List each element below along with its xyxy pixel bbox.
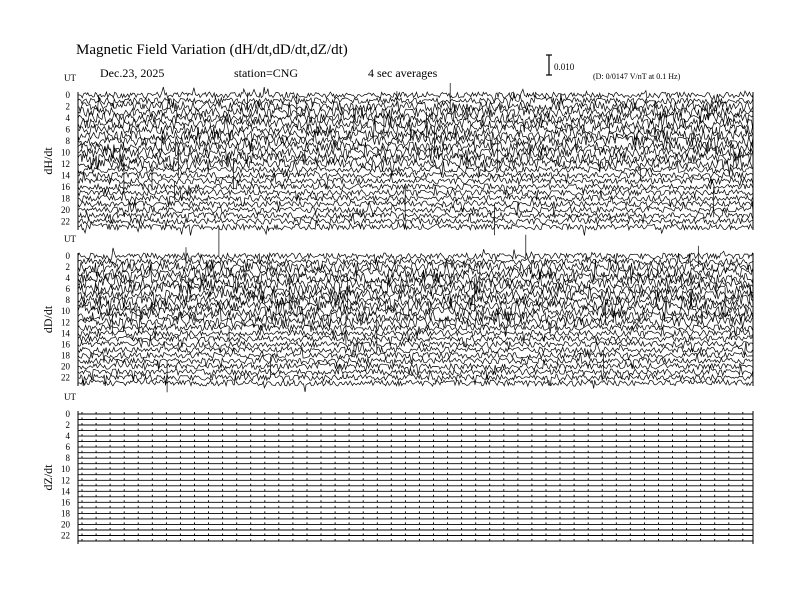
hour-tick-label: 10 xyxy=(61,464,70,475)
hour-tick-label: 16 xyxy=(61,181,70,192)
panel-dhdt xyxy=(41,73,753,236)
hour-tick-label: 16 xyxy=(61,339,70,350)
hour-tick-label: 20 xyxy=(61,361,70,372)
hour-tick-label: 12 xyxy=(61,317,70,328)
trace-line xyxy=(78,209,753,223)
axis-label: dD/dt xyxy=(41,305,55,334)
scale-note: (D: 0/0147 V/nT at 0.1 Hz) xyxy=(593,72,681,81)
trace-line xyxy=(78,467,753,469)
trace-line xyxy=(78,179,753,218)
scale-value: 0.010 xyxy=(554,62,575,72)
trace-line xyxy=(78,500,753,502)
hour-tick-label: 16 xyxy=(61,497,70,508)
trace-line xyxy=(78,495,753,497)
trace-line xyxy=(78,220,753,236)
station-label: station=CNG xyxy=(234,66,299,80)
trace-line xyxy=(78,534,753,536)
trace-line xyxy=(78,528,753,530)
date-label: Dec.23, 2025 xyxy=(100,66,165,80)
panel-dzdt xyxy=(41,392,753,544)
axis-label: dZ/dt xyxy=(41,464,55,491)
hour-tick-label: 12 xyxy=(61,475,70,486)
hour-tick-label: 22 xyxy=(61,216,70,227)
hour-tick-label: 0 xyxy=(65,90,70,100)
hour-tick-label: 0 xyxy=(65,409,70,419)
trace-line xyxy=(78,517,753,519)
trace-line xyxy=(78,445,753,447)
trace-line xyxy=(78,226,753,265)
ut-label: UT xyxy=(64,392,76,402)
averaging-label: 4 sec averages xyxy=(368,66,438,80)
scale-bar xyxy=(546,55,552,75)
ut-label: UT xyxy=(64,234,76,244)
trace-line xyxy=(78,418,753,420)
hour-tick-label: 8 xyxy=(65,135,70,146)
hour-tick-label: 8 xyxy=(65,453,70,464)
trace-line xyxy=(78,456,753,458)
trace-line xyxy=(78,473,753,475)
trace-line xyxy=(78,478,753,480)
axis-label: dH/dt xyxy=(41,147,55,175)
trace-line xyxy=(78,511,753,513)
hour-tick-label: 14 xyxy=(61,328,70,339)
trace-line xyxy=(78,412,753,414)
trace-line xyxy=(78,539,753,541)
hour-tick-label: 18 xyxy=(61,193,70,204)
hour-tick-label: 4 xyxy=(65,273,70,284)
hour-tick-label: 14 xyxy=(61,486,70,497)
hour-tick-label: 18 xyxy=(61,350,70,361)
hour-tick-label: 18 xyxy=(61,508,70,519)
hour-tick-label: 20 xyxy=(61,519,70,530)
hour-tick-label: 10 xyxy=(61,147,70,158)
chart-title: Magnetic Field Variation (dH/dt,dD/dt,dZ/dt) xyxy=(76,42,348,58)
trace-line xyxy=(78,434,753,436)
hour-tick-label: 2 xyxy=(65,420,70,431)
trace-line xyxy=(78,451,753,453)
hour-tick-label: 4 xyxy=(65,431,70,442)
hour-tick-label: 2 xyxy=(65,262,70,273)
trace-line xyxy=(78,429,753,431)
trace-line xyxy=(78,489,753,491)
hour-tick-label: 0 xyxy=(65,251,70,261)
ut-label: UT xyxy=(64,73,76,83)
hour-tick-label: 6 xyxy=(65,442,70,453)
hour-tick-label: 22 xyxy=(61,530,70,541)
hour-tick-label: 10 xyxy=(61,306,70,317)
hour-tick-label: 14 xyxy=(61,170,70,181)
trace-line xyxy=(78,506,753,508)
hour-tick-label: 22 xyxy=(61,372,70,383)
hour-tick-label: 8 xyxy=(65,295,70,306)
hour-tick-label: 4 xyxy=(65,112,70,123)
hour-tick-label: 12 xyxy=(61,158,70,169)
hour-tick-label: 6 xyxy=(65,284,70,295)
trace-line xyxy=(78,484,753,486)
hour-tick-label: 20 xyxy=(61,204,70,215)
trace-line xyxy=(78,522,753,524)
trace-line xyxy=(78,440,753,442)
panel-dddt xyxy=(41,226,753,392)
trace-line xyxy=(78,190,753,229)
trace-line xyxy=(78,462,753,464)
hour-tick-label: 2 xyxy=(65,101,70,112)
hour-tick-label: 6 xyxy=(65,124,70,135)
trace-line xyxy=(78,423,753,425)
trace-line xyxy=(78,318,753,359)
